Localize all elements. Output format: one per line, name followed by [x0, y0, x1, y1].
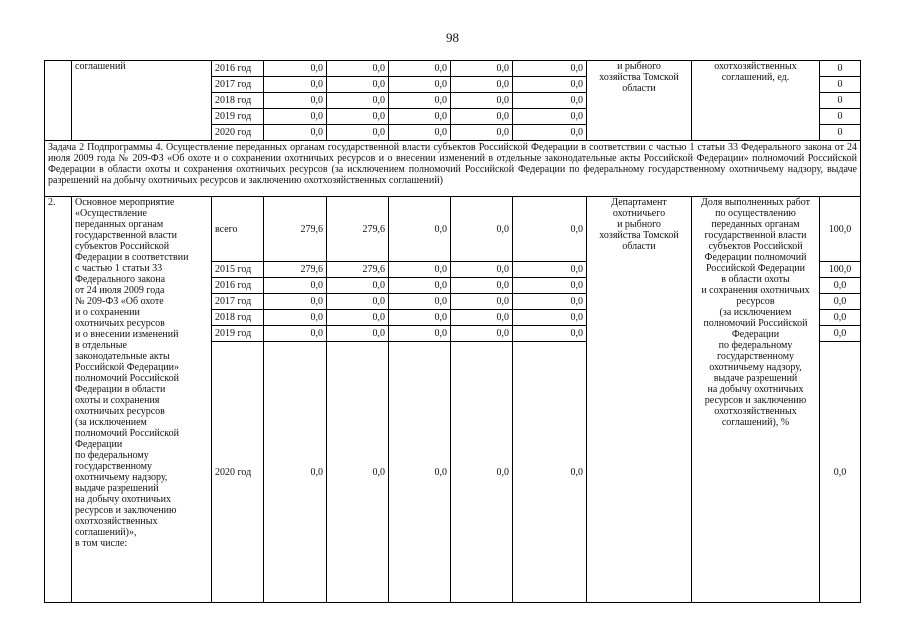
indicator-value-cell: 0,0: [820, 310, 861, 326]
indicator-value-cell: 0,0: [820, 278, 861, 294]
value-cell: 0,0: [264, 93, 327, 109]
task-heading: Задача 2 Подпрограммы 4. Осуществление переданных органам государственной власти субъектов Российской Федерации в соответствии с частью 1 статьи 33 Федерального закона от 24 июля 2009 года № 209-ФЗ «Об охоте и о сохранении охотничьих ресурсов и о внесении изменений в отдельные законодательные акты Российской Федерации» полномочий Российской Федерации в области охоты и сохранения охотничьих ресурсов (за исключением полномочий Российской Федерации по федеральному государственному охотничьему надзору, выдаче разрешений на добычу охотничьих ресурсов и заключению охотхозяйственных соглашений): [45, 141, 861, 197]
value-cell: 0,0: [513, 342, 587, 603]
value-cell: 0,0: [451, 326, 513, 342]
value-cell: 0,0: [451, 294, 513, 310]
year-cell: 2019 год: [212, 326, 264, 342]
value-cell: 0,0: [327, 61, 389, 77]
value-cell: 0,0: [451, 93, 513, 109]
value-cell: 0,0: [513, 93, 587, 109]
value-cell: 279,6: [327, 197, 389, 262]
value-cell: 0,0: [327, 109, 389, 125]
indicator-value-cell: 0: [820, 109, 861, 125]
value-cell: 0,0: [264, 326, 327, 342]
value-cell: 0,0: [513, 310, 587, 326]
value-cell: 0,0: [264, 61, 327, 77]
value-cell: 0,0: [389, 310, 451, 326]
value-cell: 0,0: [389, 278, 451, 294]
value-cell: 0,0: [389, 109, 451, 125]
number-cell: [45, 61, 72, 141]
value-cell: 0,0: [389, 262, 451, 278]
year-cell: 2016 год: [212, 278, 264, 294]
value-cell: 0,0: [513, 125, 587, 141]
name-cell: соглашений: [72, 61, 212, 141]
value-cell: 0,0: [327, 310, 389, 326]
value-cell: 0,0: [389, 61, 451, 77]
value-cell: 0,0: [327, 342, 389, 603]
indicator-value-cell: 100,0: [820, 262, 861, 278]
value-cell: 0,0: [513, 197, 587, 262]
table-row: [45, 61, 861, 77]
year-cell: 2020 год: [212, 125, 264, 141]
year-cell: 2017 год: [212, 294, 264, 310]
value-cell: 0,0: [264, 278, 327, 294]
value-cell: 0,0: [389, 326, 451, 342]
value-cell: 0,0: [264, 77, 327, 93]
value-cell: 0,0: [327, 294, 389, 310]
value-cell: 0,0: [327, 77, 389, 93]
year-cell: всего: [212, 197, 264, 262]
value-cell: 0,0: [389, 197, 451, 262]
year-cell: 2020 год: [212, 342, 264, 603]
value-cell: 0,0: [513, 294, 587, 310]
task-row: [45, 141, 861, 197]
value-cell: 0,0: [451, 125, 513, 141]
program-table: [44, 60, 861, 603]
year-cell: 2018 год: [212, 93, 264, 109]
item-name: Основное мероприятие «Осуществление переданных органам государственной власти субъектов Российской Федерации в соответствии с частью 1 статьи 33 Федерального закона от 24 июля 2009 года № 209-ФЗ «Об охоте и о сохранении охотничьих ресурсов и о внесении изменений в отдельные законодательные акты Российской Федерации» полномочий Российской Федерации в области охоты и сохранения охотничьих ресурсов (за исключением полномочий Российской Федерации по федеральному государственному охотничьему надзору, выдаче разрешений на добычу охотничьих ресурсов и заключению охотхозяйственных соглашений)», в том числе:: [72, 197, 212, 603]
indicator-value-cell: 0: [820, 77, 861, 93]
value-cell: 279,6: [327, 262, 389, 278]
indicator-value-cell: 0,0: [820, 294, 861, 310]
indicator-value-cell: 0: [820, 61, 861, 77]
indicator-value-cell: 0,0: [820, 342, 861, 603]
year-cell: 2016 год: [212, 61, 264, 77]
indicator-value-cell: 100,0: [820, 197, 861, 262]
indicator-name-cell: охотхозяйственных соглашений, ед.: [692, 61, 820, 141]
value-cell: 0,0: [327, 93, 389, 109]
value-cell: 0,0: [389, 77, 451, 93]
value-cell: 0,0: [389, 342, 451, 603]
executor-cell: и рыбного хозяйства Томской области: [587, 61, 692, 141]
value-cell: 0,0: [513, 278, 587, 294]
item-number: 2.: [45, 197, 72, 603]
year-cell: 2018 год: [212, 310, 264, 326]
table-row: [45, 197, 861, 262]
value-cell: 0,0: [513, 109, 587, 125]
value-cell: 0,0: [264, 125, 327, 141]
indicator-value-cell: 0: [820, 125, 861, 141]
executor-cell: Департамент охотничьего и рыбного хозяйства Томской области: [587, 197, 692, 603]
value-cell: 0,0: [389, 93, 451, 109]
value-cell: 0,0: [451, 77, 513, 93]
value-cell: 0,0: [451, 342, 513, 603]
value-cell: 0,0: [389, 125, 451, 141]
value-cell: 0,0: [327, 326, 389, 342]
value-cell: 0,0: [451, 262, 513, 278]
value-cell: 0,0: [451, 109, 513, 125]
value-cell: 0,0: [451, 278, 513, 294]
value-cell: 0,0: [513, 326, 587, 342]
value-cell: 279,6: [264, 262, 327, 278]
value-cell: 0,0: [451, 61, 513, 77]
value-cell: 0,0: [451, 197, 513, 262]
value-cell: 0,0: [264, 310, 327, 326]
value-cell: 0,0: [513, 61, 587, 77]
year-cell: 2019 год: [212, 109, 264, 125]
value-cell: 0,0: [513, 262, 587, 278]
value-cell: 279,6: [264, 197, 327, 262]
year-cell: 2017 год: [212, 77, 264, 93]
value-cell: 0,0: [264, 342, 327, 603]
indicator-name-cell: Доля выполненных работ по осуществлению переданных органам государственной власти субъектов Российской Федерации полномочий Российской Федерации в области охоты и сохранения охотничьих ресурсов (за исключением полномочий Российской Федерации по федеральному государственному охотничьему надзору, выдаче разрешений на добычу охотничьих ресурсов и заключению охотхозяйственных соглашений), %: [692, 197, 820, 603]
value-cell: 0,0: [389, 294, 451, 310]
value-cell: 0,0: [327, 125, 389, 141]
page-number: 98: [446, 30, 459, 45]
value-cell: 0,0: [327, 278, 389, 294]
indicator-value-cell: 0: [820, 93, 861, 109]
value-cell: 0,0: [264, 294, 327, 310]
indicator-value-cell: 0,0: [820, 326, 861, 342]
value-cell: 0,0: [264, 109, 327, 125]
year-cell: 2015 год: [212, 262, 264, 278]
value-cell: 0,0: [513, 77, 587, 93]
value-cell: 0,0: [451, 310, 513, 326]
